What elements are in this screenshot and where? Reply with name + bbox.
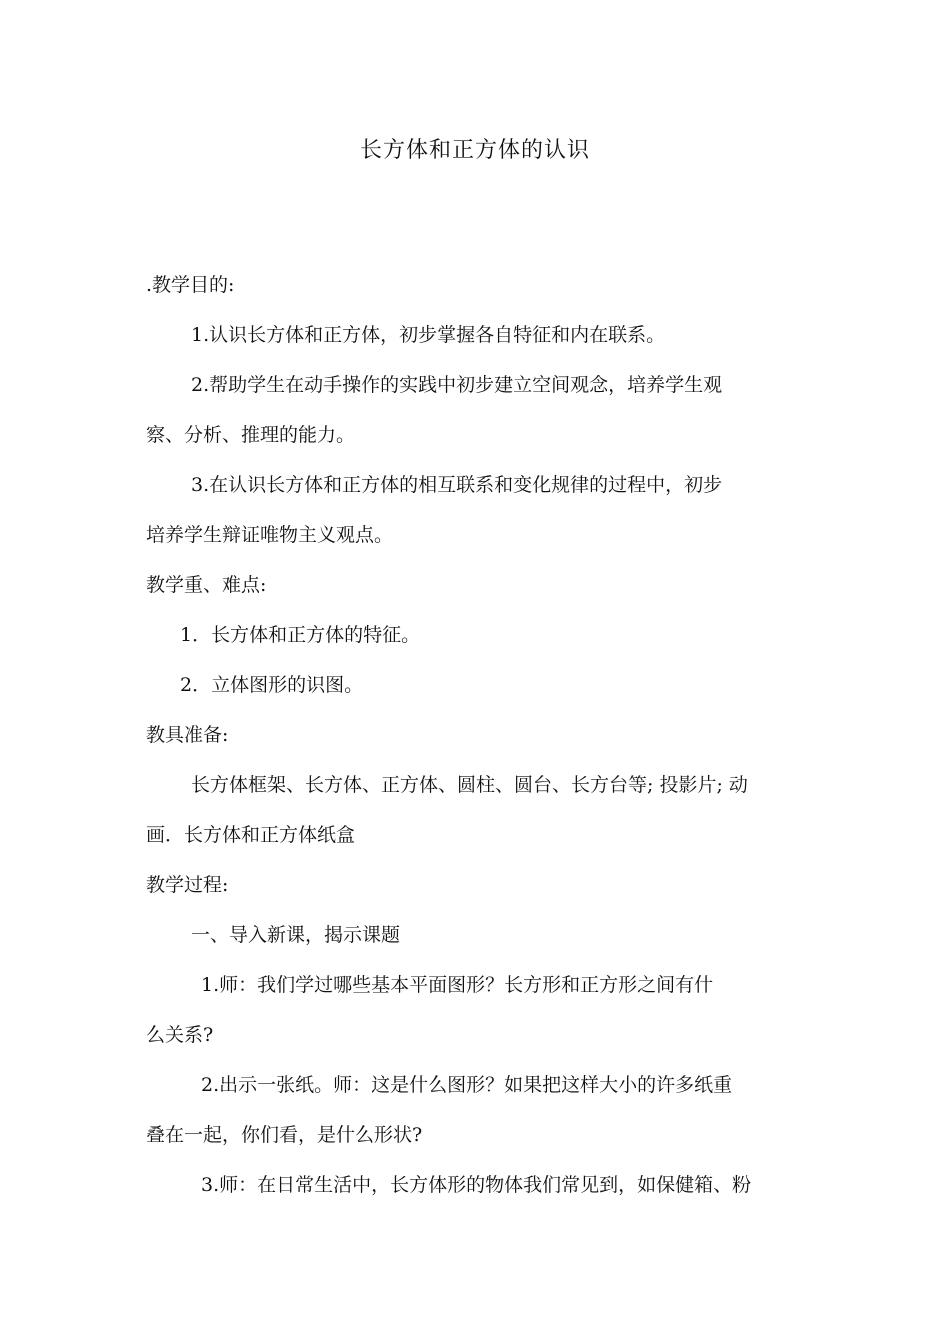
process-step-1-heading: 一、导入新课，揭示课题 xyxy=(191,924,401,946)
materials-line-1: 长方体框架、长方体、正方体、圆柱、圆台、长方台等; 投影片; 动 xyxy=(191,774,748,796)
process-item-1-line-2: 么关系? xyxy=(146,1024,214,1046)
key-point-1: 1．长方体和正方体的特征。 xyxy=(180,624,421,646)
process-item-2-line-1: 2.出示一张纸。师：这是什么图形？如果把这样大小的许多纸重 xyxy=(201,1074,733,1096)
objective-3-line-2: 培养学生辩证唯物主义观点。 xyxy=(146,524,394,546)
materials-line-2: 画．长方体和正方体纸盒 xyxy=(146,824,356,846)
objective-1: 1.认识长方体和正方体，初步掌握各自特征和内在联系。 xyxy=(191,324,666,346)
section-heading-key-points: 教学重、难点: xyxy=(146,574,267,596)
objective-2-line-1: 2.帮助学生在动手操作的实践中初步建立空间观念，培养学生观 xyxy=(191,374,723,396)
section-heading-materials: 教具准备: xyxy=(146,724,229,746)
process-item-1-line-1: 1.师：我们学过哪些基本平面图形？长方形和正方形之间有什 xyxy=(201,974,714,996)
section-heading-objectives: .教学目的: xyxy=(146,274,235,296)
document-body xyxy=(146,260,810,1210)
section-heading-process: 教学过程: xyxy=(146,874,229,896)
document-title: 长方体和正方体的认识 xyxy=(359,138,590,163)
key-point-2: 2．立体图形的识图。 xyxy=(180,674,364,696)
process-item-2-line-2: 叠在一起，你们看，是什么形状? xyxy=(146,1124,423,1146)
objective-3-line-1: 3.在认识长方体和正方体的相互联系和变化规律的过程中，初步 xyxy=(191,474,723,496)
process-item-3-line-1: 3.师：在日常生活中，长方体形的物体我们常见到，如保健箱、粉 xyxy=(201,1174,752,1196)
objective-2-line-2: 察、分析、推理的能力。 xyxy=(146,424,356,446)
